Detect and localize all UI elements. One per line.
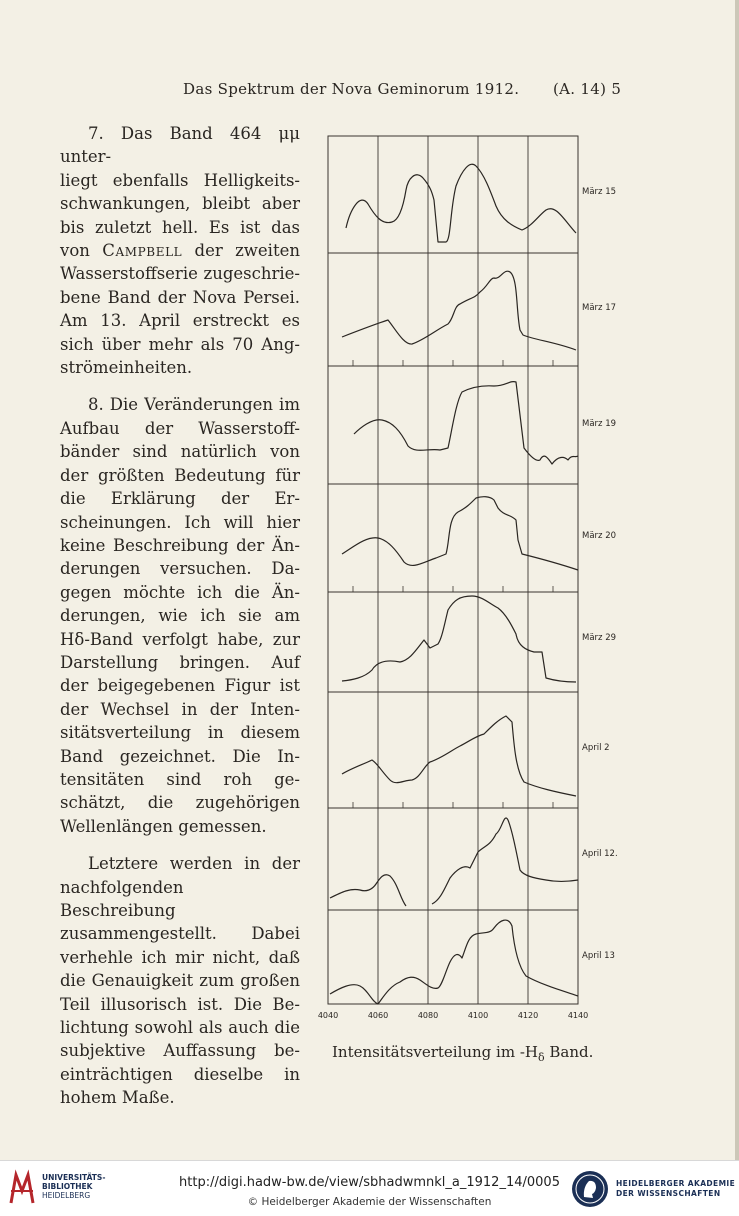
text-line: einträchtigen dieselbe in [60,1064,300,1084]
text-line: Wasserstoffserie zugeschrie- [60,264,300,284]
text-line: verhehle ich mir nicht, daß [60,947,300,967]
text-line: derungen versuchen. Da- [60,559,300,579]
text-line: scheinungen. Ich will hier [60,512,300,532]
panel-date-label: April 12. [582,849,618,859]
intensity-curve [342,596,576,682]
text-line: lichtung sowohl als auch die [60,1018,300,1038]
text-line: Darstellung bringen. Auf [60,652,300,672]
text-line: von Campbell der zweiten [60,241,300,261]
panel-date-label: April 2 [582,743,610,753]
text-line: bis zuletzt hell. Es ist das [60,217,300,237]
text-line: strömeinheiten. [60,358,193,378]
x-tick-label: 4120 [517,1011,539,1020]
text-line: zusammengestellt. Dabei [60,924,300,944]
page-edge [735,0,739,1160]
panel-date-label: April 13 [582,951,615,961]
text-line: Teil illusorisch ist. Die Be- [60,994,300,1014]
text-line: bänder sind natürlich von [60,442,300,462]
running-head [183,80,622,98]
text-line: der größten Bedeutung für [60,465,300,485]
paragraph-7 [60,122,300,379]
text-line: 7. Das Band 464 μμ unter- [60,124,300,167]
copyright-notice: © Heidelberger Akademie der Wissenschaften [247,1196,492,1208]
body-text [60,122,300,1124]
caption-tail: Band. [544,1043,594,1061]
text-line: bene Band der Nova Persei. [60,287,300,307]
intensity-curve [342,271,576,350]
text-line: keine Beschreibung der Än- [60,535,300,555]
text-line: liegt ebenfalls Helligkeits- [60,170,300,190]
caption-main: Intensitätsverteilung im -H [332,1043,538,1061]
paragraph-9 [60,852,300,1109]
text-line: der Wechsel in der Inten- [60,699,300,719]
x-tick-label: 4040 [317,1011,339,1020]
text-line: subjektive Auffassung be- [60,1041,300,1061]
text-line: gegen möchte ich die Än- [60,582,300,602]
intensity-curve [342,497,578,570]
intensity-figure-svg [317,130,630,1030]
text-line: Wellenlängen gemessen. [60,816,267,836]
panel-date-label: März 29 [582,633,617,643]
text-line: derungen, wie ich sie am [60,606,300,626]
smallcaps-name: Campbell [102,241,183,261]
text-line: sitätsverteilung in diesem [60,723,300,743]
ub-logo-line-2: BIBLIOTHEK [42,1182,93,1191]
text-line: Am 13. April erstreckt es [60,311,300,331]
ub-logo-line-3: HEIDELBERG [42,1191,91,1200]
paragraph-8 [60,393,300,838]
panel-date-label: März 19 [582,419,617,429]
intensity-curve [330,920,578,1004]
permalink[interactable]: http://digi.hadw-bw.de/view/sbhadwmnkl_a_1912_14/0005 [179,1175,560,1190]
x-tick-label: 4100 [467,1011,489,1020]
text-line: tensitäten sind roh ge- [60,769,300,789]
intensity-curve [354,382,578,464]
text-line: schätzt, die zugehörigen [60,793,300,813]
text-line: Hδ-Band verfolgt habe, zur [60,629,300,649]
text-line: die Genauigkeit zum großen [60,971,300,991]
panel-date-label: März 17 [582,303,617,313]
hadw-seal-icon [570,1169,610,1209]
running-head-title: Das Spektrum der Nova Geminorum 1912. [183,80,520,98]
hadw-logo-line-1: HEIDELBERGER AKADEMIE [616,1179,736,1188]
x-tick-label: 4060 [367,1011,389,1020]
panel-date-label: März 20 [582,531,617,541]
text-line: Aufbau der Wasserstoff- [60,418,300,438]
text-line: Band gezeichnet. Die In- [60,746,300,766]
hadw-logo-line-2: DER WISSENSCHAFTEN [616,1189,721,1198]
figure-caption [332,1043,593,1064]
caption-sub: δ [538,1051,545,1064]
panel-date-label: März 15 [582,187,617,197]
footer-bar [0,1160,739,1216]
text-line: nachfolgenden Beschreibung [60,877,184,920]
text-line: hohem Maße. [60,1088,175,1108]
text-line: 8. Die Veränderungen im [88,395,300,415]
text-line: die Erklärung der Er- [60,489,300,509]
hadw-logo[interactable] [570,1169,735,1209]
text-line: der beigegebenen Figur ist [60,676,300,696]
x-tick-label: 4140 [567,1011,589,1020]
ub-logo-line-1: UNIVERSITÄTS- [42,1173,106,1182]
intensity-curve [330,818,578,906]
text-line: Letztere werden in der [88,854,300,874]
intensity-curve [346,164,576,242]
text-line: schwankungen, bleibt aber [60,194,300,214]
x-tick-label: 4080 [417,1011,439,1020]
running-head-page: (A. 14) 5 [553,80,622,98]
intensity-curve [342,716,576,796]
text-line: sich über mehr als 70 Ang- [60,334,300,354]
intensity-figure [317,130,630,1030]
